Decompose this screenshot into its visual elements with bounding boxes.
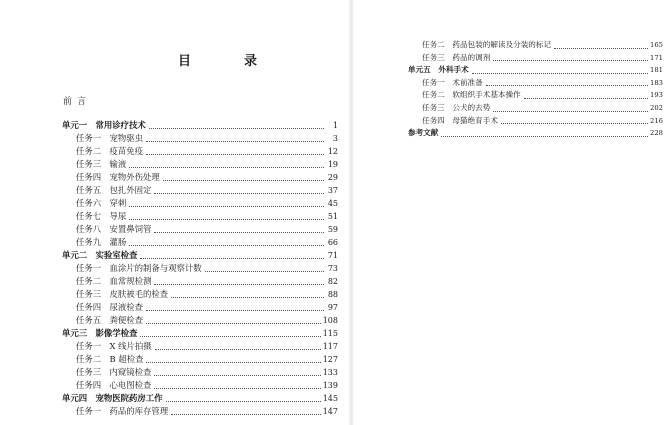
toc-dot-leader <box>146 153 324 155</box>
preface-heading: 前言 <box>63 97 92 107</box>
toc-task-entry <box>62 197 338 210</box>
toc-entry-label: 任务三 公犬的去势 <box>422 102 491 112</box>
toc-task-entry <box>62 288 338 301</box>
toc-task-entry <box>62 379 338 392</box>
toc-entry-label: 单元一 常用诊疗技术 <box>62 120 146 130</box>
toc-dot-leader <box>129 166 324 168</box>
toc-entry-label: 任务五 粪便检查 <box>76 315 143 325</box>
toc-dot-leader <box>493 110 648 112</box>
toc-task-entry <box>62 158 338 171</box>
toc-page-number: 117 <box>322 342 338 351</box>
toc-task-entry <box>62 236 338 249</box>
toc-dot-leader <box>524 97 648 99</box>
toc-entry-label: 单元四 宠物医院药房工作 <box>62 393 163 403</box>
toc-dot-leader <box>171 296 324 298</box>
toc-entry-label: 任务四 心电图检查 <box>76 380 152 390</box>
toc-page-number: 133 <box>322 368 338 377</box>
toc-dot-leader <box>140 335 320 337</box>
toc-task-entry <box>62 262 338 275</box>
toc-page-number: 1 <box>332 121 338 130</box>
toc-entry-label: 任务四 母猫绝育手术 <box>422 115 498 125</box>
right-page <box>352 0 671 425</box>
toc-entry-label: 任务三 皮肤被毛的检查 <box>76 289 169 299</box>
toc-entry-label: 单元二 实验室检查 <box>62 250 138 260</box>
toc-entry-label: 参考文献 <box>408 128 439 138</box>
toc-task-entry <box>62 353 338 366</box>
toc-unit-entry <box>62 119 338 132</box>
toc-page-number: 45 <box>327 199 338 208</box>
toc-page-number: 216 <box>650 116 663 125</box>
toc-entry-label: 任务三 内窥镜检查 <box>76 367 152 377</box>
toc-entry-label: 任务八 安置鼻饲管 <box>76 224 152 234</box>
toc-entry-label: 任务七 导尿 <box>76 211 127 221</box>
toc-entry-label: 任务九 灌肠 <box>76 237 127 247</box>
toc-entry-label: 任务一 术前准备 <box>422 77 483 87</box>
toc-task-entry <box>62 132 338 145</box>
toc-task-entry <box>62 405 338 418</box>
toc-entry-label: 单元三 影像学检查 <box>62 328 138 338</box>
toc-page-number: 165 <box>650 41 663 49</box>
toc-page-number: 193 <box>650 91 663 100</box>
toc-unit-entry <box>408 64 663 77</box>
toc-page-number: 3 <box>332 134 338 143</box>
toc-page-number: 19 <box>327 160 338 169</box>
toc-task-entry <box>62 301 338 314</box>
toc-dot-leader <box>501 122 648 124</box>
toc-entry-label: 任务二 疫苗免疫 <box>76 146 143 156</box>
toc-dot-leader <box>140 257 324 259</box>
toc-page-number: 71 <box>327 251 338 260</box>
toc-page-number: 171 <box>650 53 663 62</box>
toc-dot-leader <box>129 244 324 246</box>
toc-entry-label: 任务一 X 线片拍摄 <box>76 341 152 351</box>
toc-task-entry <box>408 115 663 128</box>
toc-page-number: 181 <box>650 66 663 75</box>
toc-dot-leader <box>146 361 320 363</box>
toc-page-number: 228 <box>650 129 663 138</box>
toc-entry-label: 单元五 外科手术 <box>408 65 469 75</box>
toc-page-number: 115 <box>322 329 338 338</box>
toc-entry-label: 任务二 B 超检查 <box>76 354 144 364</box>
toc-task-entry <box>408 102 663 115</box>
toc-entry-label: 任务二 软组织手术基本操作 <box>422 90 521 100</box>
toc-unit-entry <box>62 392 338 405</box>
toc-page-number: 127 <box>322 355 338 364</box>
toc-dot-leader <box>441 135 648 137</box>
toc-task-entry <box>62 275 338 288</box>
toc-page-number: 37 <box>327 186 338 195</box>
toc-dot-leader <box>155 348 321 350</box>
toc-page-number: 88 <box>327 290 338 299</box>
toc-title: 目 录 <box>178 54 278 69</box>
toc-page-number: 29 <box>327 173 338 182</box>
toc-dot-leader <box>205 270 324 272</box>
toc-entry-label: 任务三 输液 <box>76 159 127 169</box>
toc-task-entry <box>408 39 663 52</box>
toc-dot-leader <box>554 47 648 49</box>
toc-page-number: 51 <box>327 212 338 221</box>
toc-entry-label: 任务四 宠物外伤处理 <box>76 172 160 182</box>
toc-entry-label: 任务二 血常规检测 <box>76 276 152 286</box>
toc-task-entry <box>62 223 338 236</box>
toc-page-number: 97 <box>327 303 338 312</box>
toc-dot-leader <box>154 387 320 389</box>
toc-dot-leader <box>129 218 324 220</box>
toc-unit-entry <box>62 327 338 340</box>
toc-dot-leader <box>154 192 324 194</box>
toc-page-number: 202 <box>650 103 663 112</box>
toc-entry-label: 任务一 宠物驱虫 <box>76 133 143 143</box>
toc-task-entry <box>62 184 338 197</box>
toc-list-left <box>62 119 338 418</box>
toc-page-number: 108 <box>322 316 338 325</box>
toc-page-number: 145 <box>322 394 338 403</box>
toc-dot-leader <box>149 127 324 129</box>
toc-dot-leader <box>146 309 324 311</box>
toc-dot-leader <box>486 84 648 86</box>
toc-dot-leader <box>129 205 324 207</box>
toc-dot-leader <box>154 231 324 233</box>
toc-entry-label: 任务三 药品的调剂 <box>422 52 491 62</box>
toc-page-number: 183 <box>650 78 663 87</box>
toc-entry-label: 任务二 药品包装的解读及分装的标记 <box>422 40 552 49</box>
toc-task-entry <box>408 89 663 102</box>
toc-unit-entry <box>62 249 338 262</box>
toc-page-number: 59 <box>327 225 338 234</box>
toc-entry-label: 任务五 包扎外固定 <box>76 185 152 195</box>
toc-list-right <box>408 39 663 140</box>
toc-entry-label: 任务一 血涂片的制备与观察计数 <box>76 263 202 273</box>
toc-entry-label: 任务四 尿液检查 <box>76 302 143 312</box>
toc-references-entry <box>408 127 663 140</box>
toc-page-number: 12 <box>327 147 338 156</box>
toc-dot-leader <box>154 374 320 376</box>
toc-page-number: 82 <box>327 277 338 286</box>
toc-page-number: 73 <box>327 264 338 273</box>
toc-dot-leader <box>146 140 324 142</box>
toc-dot-leader <box>493 59 648 61</box>
toc-dot-leader <box>166 400 321 402</box>
toc-entry-label: 任务一 药品的库存管理 <box>76 406 169 416</box>
toc-dot-leader <box>146 322 321 324</box>
toc-task-entry <box>408 52 663 65</box>
toc-page-number: 66 <box>327 238 338 247</box>
toc-task-entry <box>62 314 338 327</box>
toc-entry-label: 任务六 穿刺 <box>76 198 127 208</box>
toc-task-entry <box>62 145 338 158</box>
toc-page-number: 147 <box>322 407 338 416</box>
toc-task-entry <box>62 171 338 184</box>
toc-page-number: 139 <box>322 381 338 390</box>
toc-dot-leader <box>154 283 324 285</box>
toc-task-entry <box>62 210 338 223</box>
toc-task-entry <box>408 77 663 90</box>
toc-task-entry <box>62 366 338 379</box>
toc-dot-leader <box>171 413 321 415</box>
toc-dot-leader <box>472 72 648 74</box>
toc-task-entry <box>62 340 338 353</box>
toc-dot-leader <box>163 179 324 181</box>
